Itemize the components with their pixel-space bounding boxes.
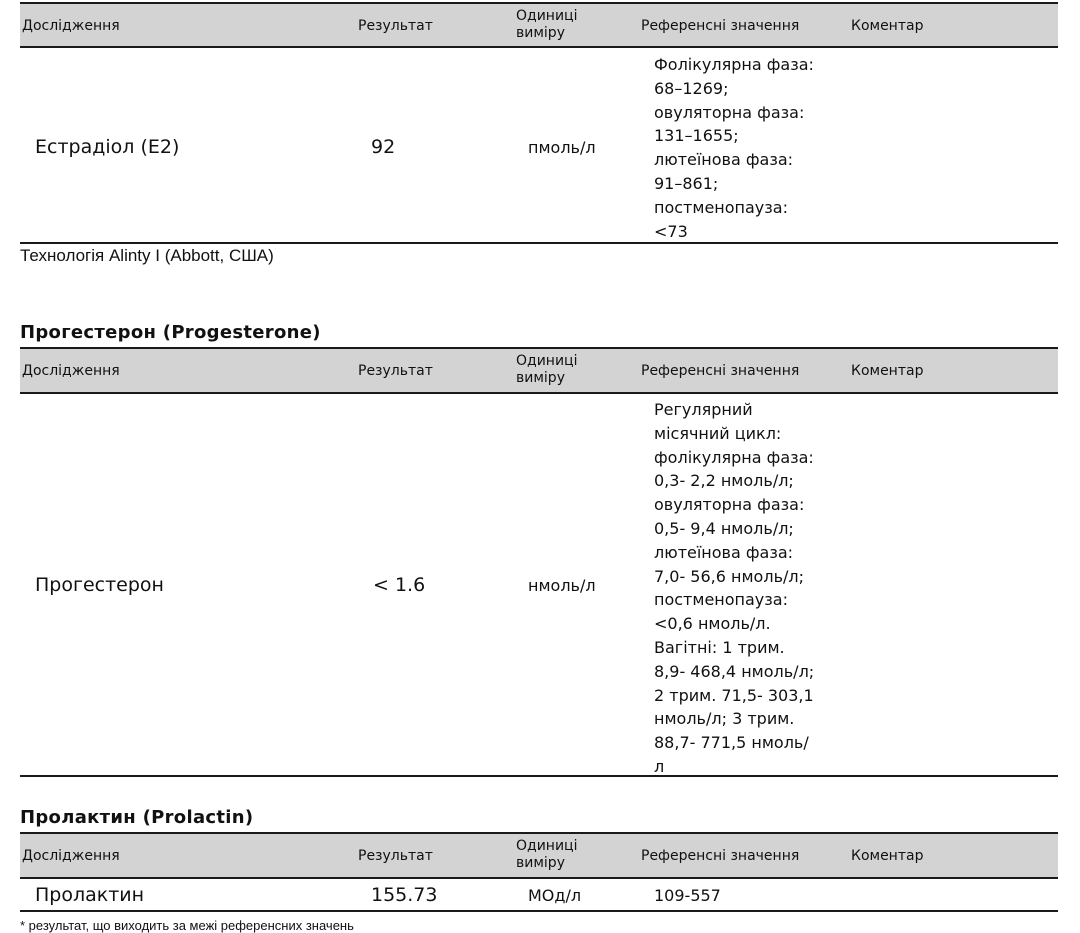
column-units: Одиниці виміру bbox=[516, 353, 578, 386]
prolactin-table-bottom-rule bbox=[20, 910, 1058, 912]
progesterone-table-bottom-rule bbox=[20, 775, 1058, 777]
column-reference: Референсні значення bbox=[641, 848, 800, 864]
column-units: Одиниці виміру bbox=[516, 8, 578, 41]
prolactin-table-header bbox=[20, 832, 1058, 879]
column-result: Результат bbox=[358, 363, 433, 379]
prolactin-name: Пролактин bbox=[35, 884, 145, 906]
column-study: Дослідження bbox=[22, 363, 120, 379]
progesterone-unit: нмоль/л bbox=[528, 576, 596, 595]
progesterone-table-header bbox=[20, 347, 1058, 394]
method-note: Технологія Alinty I (Abbott, США) bbox=[20, 246, 274, 265]
column-comment: Коментар bbox=[851, 363, 924, 379]
progesterone-result: < 1.6 bbox=[373, 574, 426, 596]
column-result: Результат bbox=[358, 848, 433, 864]
column-study: Дослідження bbox=[22, 848, 120, 864]
estradiol-reference: Фолікулярна фаза: 68–1269; овуляторна фаза: 131–1655; лютеїнова фаза: 91–861; постменопауза: <73 bbox=[654, 55, 814, 241]
estradiol-result: 92 bbox=[371, 136, 396, 158]
progesterone-reference: Регулярний місячний цикл: фолікулярна фаза: 0,3- 2,2 нмоль/л; овуляторна фаза: 0,5- 9,4 нмоль/л; лютеїнова фаза: 7,0- 56,6 нмоль/л; постменопауза: <0,6 нмоль/л. Вагітні: 1 трим. 8,9- 468,4 нмоль/л; 2 трим. 71,5- 303,1 нмоль/л; 3 трим. 88,7- 771,5 нмоль/ л bbox=[654, 400, 815, 776]
estradiol-table-header bbox=[20, 2, 1058, 48]
prolactin-result: 155.73 bbox=[371, 884, 438, 906]
column-comment: Коментар bbox=[851, 848, 924, 864]
prolactin-section-title: Пролактин (Prolactin) bbox=[20, 807, 254, 828]
column-study: Дослідження bbox=[22, 18, 120, 34]
progesterone-section-title: Прогестерон (Progesterone) bbox=[20, 322, 321, 343]
prolactin-reference: 109-557 bbox=[654, 886, 721, 905]
column-units: Одиниці виміру bbox=[516, 838, 578, 871]
column-reference: Референсні значення bbox=[641, 18, 800, 34]
column-result: Результат bbox=[358, 18, 433, 34]
column-comment: Коментар bbox=[851, 18, 924, 34]
column-reference: Референсні значення bbox=[641, 363, 800, 379]
estradiol-unit: пмоль/л bbox=[528, 138, 596, 157]
estradiol-name: Естрадіол (Е2) bbox=[35, 136, 180, 158]
footnote: * результат, що виходить за межі референсних значень bbox=[20, 918, 354, 933]
estradiol-table-bottom-rule bbox=[20, 242, 1058, 244]
prolactin-unit: МОд/л bbox=[528, 886, 582, 905]
progesterone-name: Прогестерон bbox=[35, 574, 164, 596]
